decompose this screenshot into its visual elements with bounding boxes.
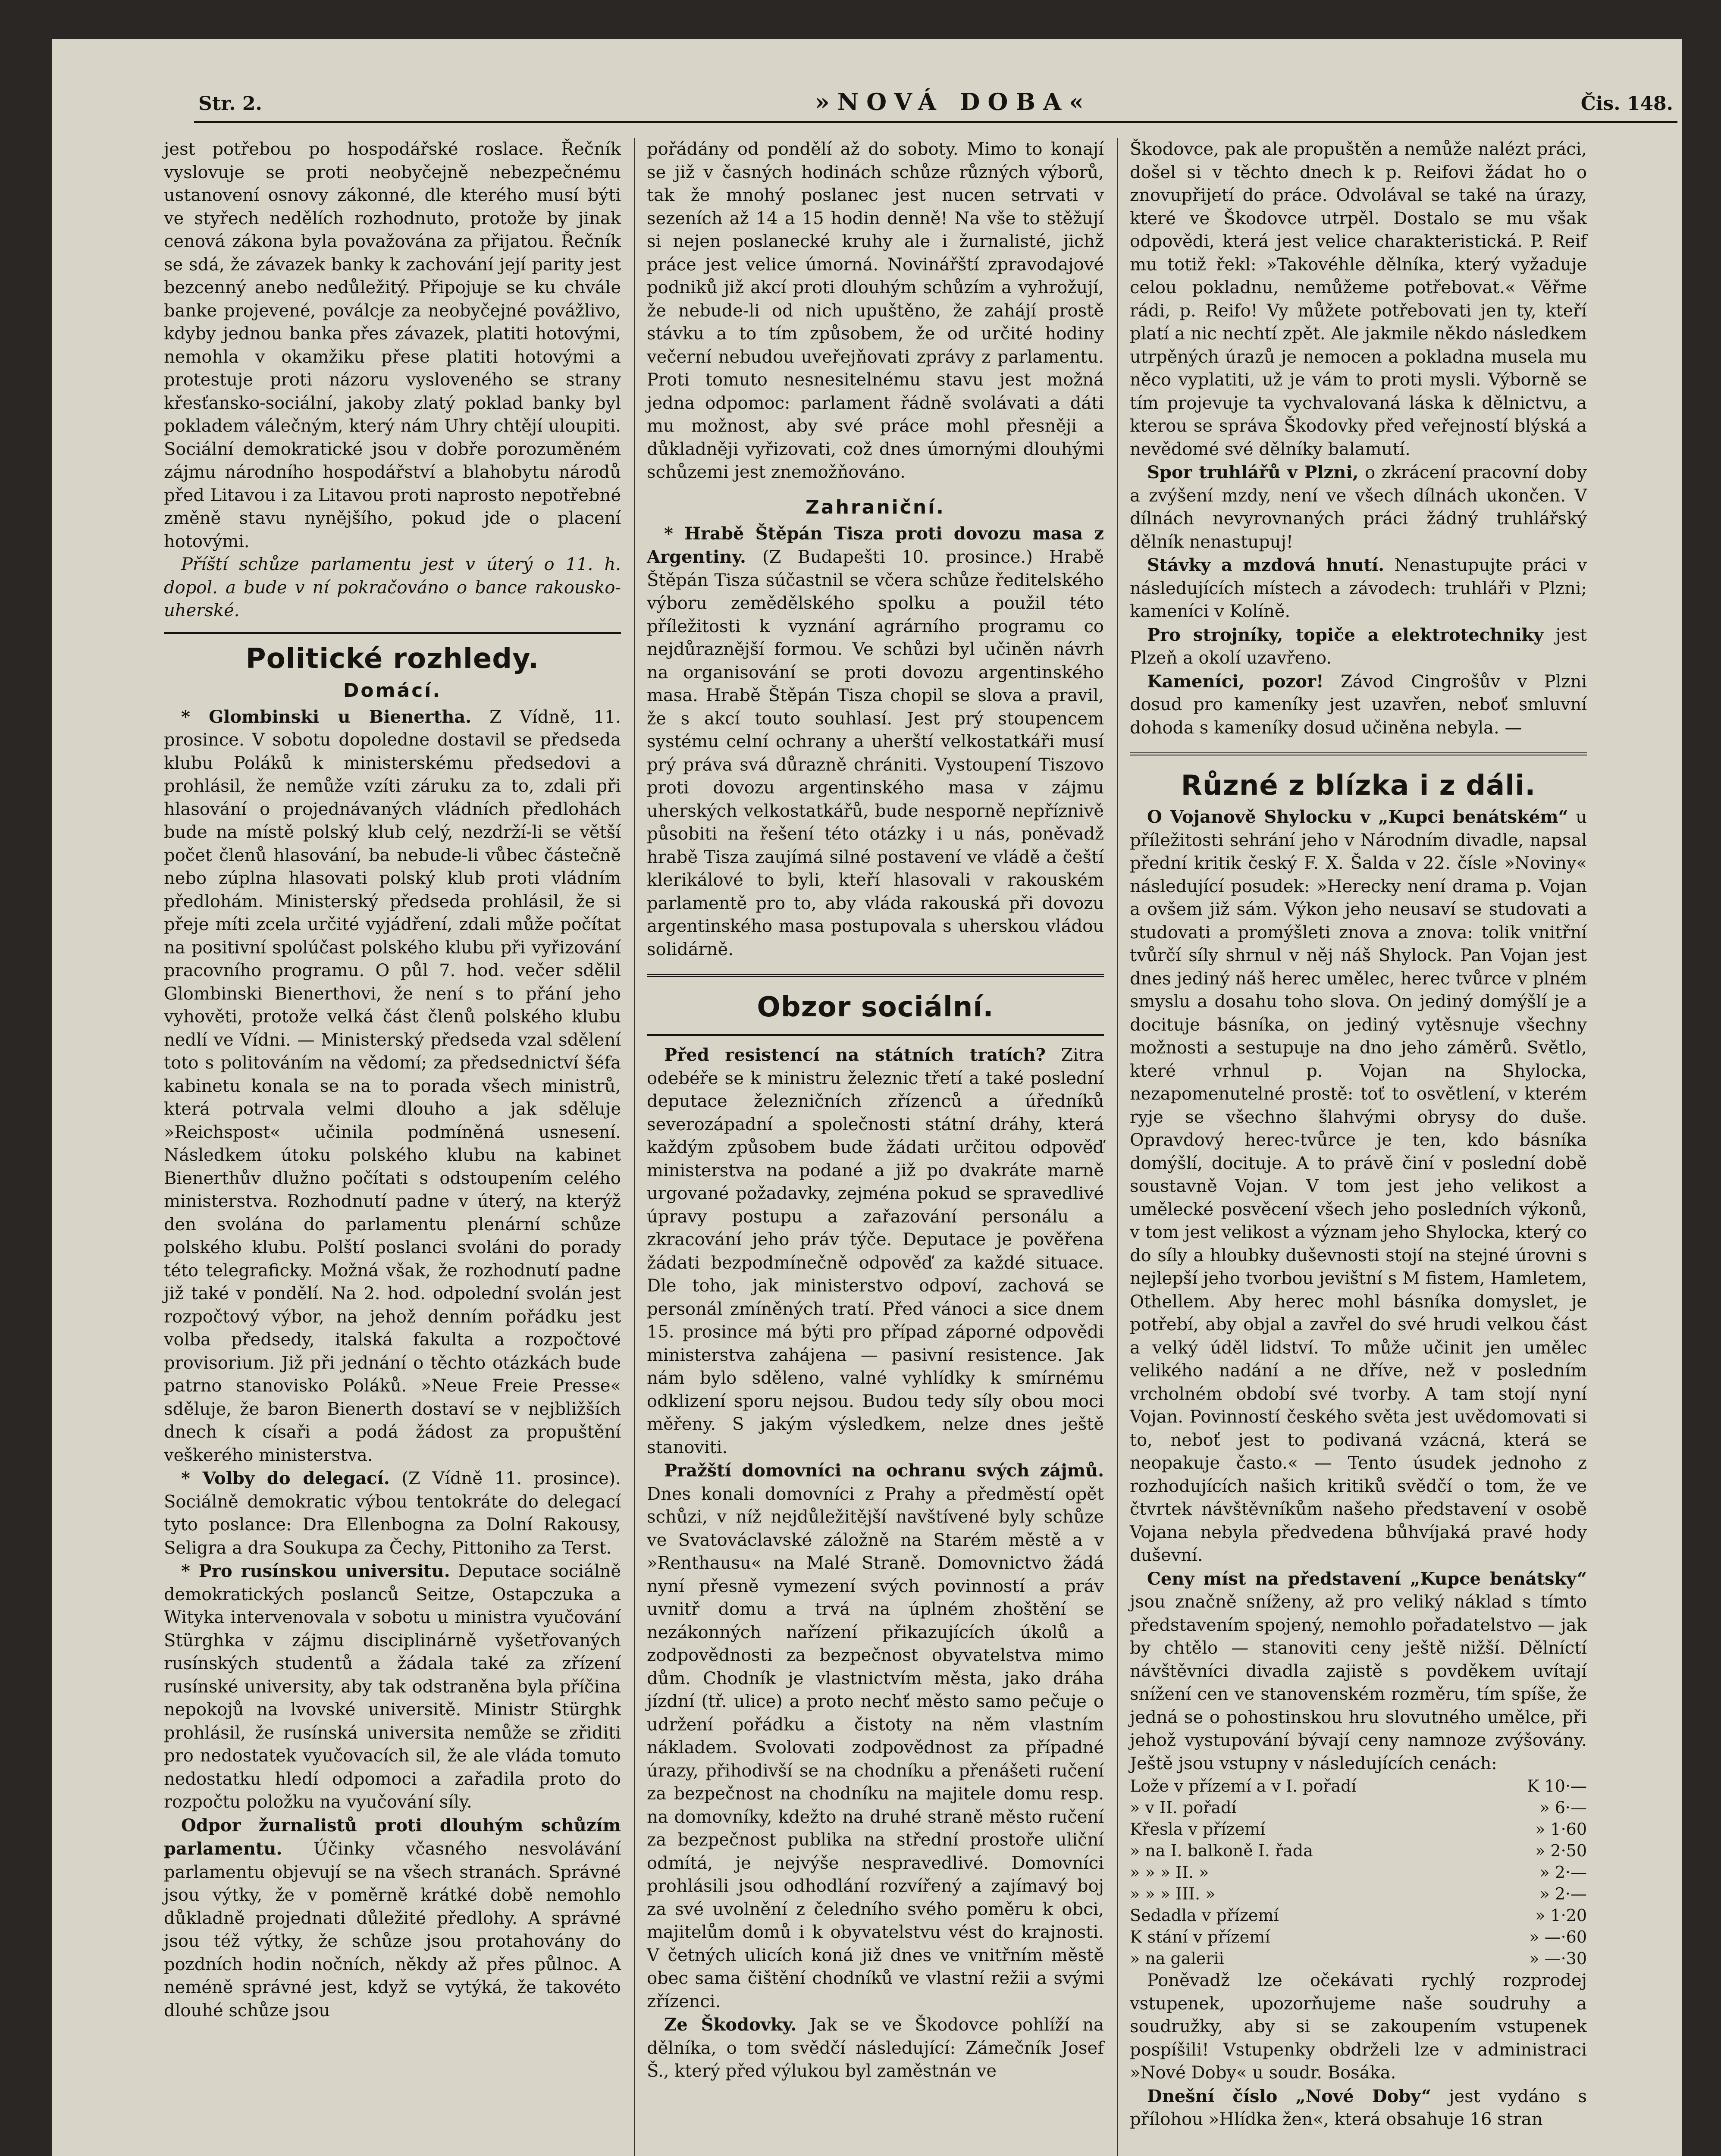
price-row xyxy=(1130,1775,1587,1797)
article-title: Kameníci, pozor! xyxy=(1147,671,1324,692)
price-value: » 6·— xyxy=(1539,1798,1587,1817)
price-label: » » » II. » xyxy=(1130,1863,1209,1882)
article-body: u příležitosti sehrání jeho v Národním divadle, napsal přední kritik český F. X. Šalda v 22. čísle »Noviny« následující posudek: »Herecky není drama p. Vojan a ovšem již sám. Výkon jeho neusaví se studovati a studovati a promýšleti znova a znova: tolik vnitřní tvůrčí síly shrnul v něj náš Shylock. Pan Vojan jest dnes jediný náš herec umělec, herec tvůrce v plném smyslu a dosahu toho slova. On jediný domýšlí je a docituje básníka, on jediný vytěsnuje všechny možnosti a sestupuje na dno jeho záměrů. Světlo, které vrhnul p. Vojan na Shylocka, nezapomenutelné prostě: toť to osvětlení, v kterém ryje se všechno šlahvými obrysy do duše. Opravdový herec-tvůrce je ten, kdo básníka domýšlí, docituje. A to právě činí v poslední době soustavně Vojan. V tom jest jeho velikost a umělecké posvěcení všech jeho posledních výkonů, v tom jest velikost a význam jeho Shylocka, který co do síly a hloubky duševnosti stojí na stejné úrovni s nejlepší jeho tvorbou jevištní s M fistem, Hamletem, Othellem. Aby herec mohl básníka domyslet, je potřebí, aby objal a zavřel do své hrudi velkou část a velký úděl lidství. To může učinit jen umělec velikého nadání a ne dříve, než v posledním vrcholném období své tvorby. A tam stojí nyní Vojan. Povinností českého světa jest uvědomovati si to, neboť jest to podivaná vzácná, která se neopakuje často.« — Tento úsudek jednoho z rozhodujících našich kritiků svědčí o tom, že ve čtvrtek návštěvníkům našeho představení v osobě Vojana nebyla předvedena bůhvíjaká pravé hody duševní. xyxy=(1130,807,1587,1565)
price-row xyxy=(1130,1818,1587,1840)
price-label: » » » III. » xyxy=(1130,1884,1216,1903)
page-header xyxy=(194,69,1677,123)
article xyxy=(1130,805,1587,1567)
article xyxy=(164,1814,621,2023)
page-number: Str. 2. xyxy=(198,93,262,115)
article-body: jest Plzeň a okolí uzavřeno. xyxy=(1130,625,1587,668)
price-row xyxy=(1130,1926,1587,1948)
price-row xyxy=(1130,1840,1587,1861)
section-heading: Politické rozhledy. xyxy=(245,642,539,675)
column-3 xyxy=(1130,138,1587,2131)
article xyxy=(1130,624,1587,670)
price-label: Křesla v přízemí xyxy=(1130,1820,1266,1839)
price-value: » 2·— xyxy=(1539,1863,1587,1882)
article-title: * Pro rusínskou universitu. xyxy=(181,1561,450,1581)
article-title: Ze Škodovky. xyxy=(664,2015,797,2035)
column-1 xyxy=(164,138,621,2022)
price-row xyxy=(1130,1948,1587,1969)
article xyxy=(164,1467,621,1560)
article-title: * Glombinski u Bienertha. xyxy=(181,706,472,727)
article-body: jest vydáno s přílohou »Hlídka žen«, která obsahuje 16 stran xyxy=(1130,2086,1587,2129)
article xyxy=(164,705,621,1467)
article-body: (Z Vídně 11. prosince). Sociálně demokratic výbou tentokráte do delegací tyto poslance: Dra Ellenbogna za Dolní Rakousy, Seligra a dra Soukupa za Čechy, Pittoniho za Terst. xyxy=(164,1469,621,1558)
article-title: Odpor žurnalistů proti dlouhým schůzím parlamentu. xyxy=(164,1815,621,1859)
article xyxy=(647,2013,1104,2083)
price-label: » na I. balkoně I. řada xyxy=(1130,1841,1313,1860)
section-divider xyxy=(647,1034,1104,1036)
price-label: K stání v přízemí xyxy=(1130,1927,1270,1946)
article xyxy=(647,1044,1104,1459)
article-title: O Vojanově Shylocku v „Kupci benátském“ xyxy=(1147,807,1568,827)
price-row xyxy=(1130,1905,1587,1926)
article xyxy=(1130,554,1587,624)
article-body: Účinky včasného nesvolávání parlamentu objevují se na všech stranách. Správné jsou výtky, že v poměrně krátké době nemohlo důkladně projednati důležité předlohy. A správné jsou též výtky, že schůze jsou protahovány do pozdních hodin nočních, někdy až přes půlnoc. A neméně správné jest, když se vytýká, že takovéto dlouhé schůze jsou xyxy=(164,1839,621,2021)
article-title: Dnešní číslo „Nové Doby“ xyxy=(1147,2086,1431,2106)
price-label: » na galerii xyxy=(1130,1949,1224,1968)
price-value: » —·30 xyxy=(1529,1949,1587,1968)
ticket-price-table xyxy=(1130,1775,1587,1969)
section-divider xyxy=(647,974,1104,977)
article-continuation: jest potřebou po hospodářské roslace. Řečník vyslovuje se proti neobyčejně nebezpečnému ustanovení osnovy zákonné, dle kterého musí býti ve styřech nedělích rozhodnuto, protože by jinak cenová zákona byla považována za přijatou. Řečník se sdá, že závazek banky k zachování její parity jest bezcenný anebo nedůležitý. Připojuje se ku chvále banke projevené, poválcje za neobyčejné povážlivo, kdyby jednou banka přes závazek, platiti hotovými, nemohla v okamžiku přese platiti hotovými a protestuje proti názoru vysloveného se strany křesťansko-sociální, jakoby zlatý poklad banky byl pokladem válečným, který nám Uhry chtějí uloupiti. Sociální demokratické jsou v dobře porozuměném zájmu národního hospodářství a blahobytu národů před Litavou i za Litavou proti naprosto nepotřebné změně stavu nynějšího, pokud jde o placení hotovými. xyxy=(164,139,621,552)
article-body: jsou značně sníženy, až pro veliký náklad s tímto představením spojený, nemohlo pořadatelstvo — jak by chtělo — stanoviti ceny ještě nižší. Dělníctí návštěvníci divadla zajistě s povděkem uvítají snížení cen ve stanovenském rozměru, tím spíše, že jedná se o pohostinskou hru slovutného umělce, při jehož vystupování bývají ceny namnoze zvýšovány. Ještě jsou vstupny v následujících cenách: xyxy=(1130,1592,1587,1774)
issue-number: Čis. 148. xyxy=(1580,93,1673,115)
price-label: » v II. pořadí xyxy=(1130,1798,1237,1817)
newspaper-page xyxy=(52,39,1682,2156)
price-value: » 1·20 xyxy=(1535,1906,1587,1925)
section-heading: Obzor sociální. xyxy=(757,991,994,1023)
section-divider xyxy=(1130,752,1587,755)
column-divider xyxy=(634,138,635,2156)
article xyxy=(1130,461,1587,554)
price-row xyxy=(1130,1797,1587,1818)
article-title: * Volby do delegací. xyxy=(181,1468,390,1489)
article xyxy=(164,1560,621,1814)
article-title: Ceny míst na představení „Kupce benátsky“ xyxy=(1147,1568,1587,1589)
price-value: » 2·— xyxy=(1539,1884,1587,1903)
masthead-title: »NOVÁ DOBA« xyxy=(815,88,1091,116)
article-title: Pro strojníky, topiče a elektrotechniky xyxy=(1147,624,1544,645)
price-row xyxy=(1130,1861,1587,1883)
article xyxy=(647,522,1104,962)
article-body: Z Vídně, 11. prosince. V sobotu dopoledne dostavil se předseda klubu Poláků k ministerskému předsedovi a prohlásil, že nemůže vzíti záruku za to, zdali při hlasování o projednávaných vládních předlohách bude na místě polský klub celý, nezdrží-li se větší počet členů hlasování, ba nebude-li vůbec částečně nebo zúplna hlasovati polský klub proti vládním předlohám. Ministerský předseda prohlásil, že si přeje míti zcela určité vyjádření, zdali může počítat na positivní spolúčast polského klubu při vyřizování pracovního programu. O půl 7. hod. večer sdělil Glombinski Bienerthovi, že není s to přání jeho vyhověti, protože velká část členů polského klubu nedlí ve Vídni. — Ministerský předseda vzal sdělení toto s politováním na vědomí; za předsednictví šéfa kabinetu konala se na to porada všech ministrů, která potrvala velmi dlouho a jak sděluje »Reichspost« učinila podmíněná usnesení. Následkem útoku polského klubu na kabinet Bienerthův dlužno počítati s odstoupením celého ministerstva. Rozhodnutí padne v úterý, na kterýž den svolána do parlamentu plenární schůze polského klubu. Polští poslanci svoláni do porady této telegraficky. Možná však, že rozhodnutí padne již také v pondělí. Na 2. hod. odpolední svolán jest rozpočtový výbor, na jehož denním pořádku jest volba předsedy, italská fakulta a rozpočtové provisorium. Již při jednání o těchto otázkách bude patrno stanovisko Poláků. »Neue Freie Presse« sděluje, že baron Bienerth dostaví se v nejbližších dnech k císaři a podá žádost za propuštění veškerého ministerstva. xyxy=(164,707,621,1465)
price-value: » 1·60 xyxy=(1535,1820,1587,1839)
section-heading: Různé z blízka i z dáli. xyxy=(1181,770,1536,802)
article xyxy=(1130,670,1587,740)
article-body: Jak se ve Škodovce pohlíží na dělníka, o tom svědčí následující: Zámečník Josef Š., který před výlukou byl zaměstnán ve xyxy=(647,2015,1104,2081)
article-note: Příští schůze parlamentu jest v úterý o 11. h. dopol. a bude v ní pokračováno o bance rakousko-uherské. xyxy=(164,555,621,620)
article-title: Pražští domovníci na ochranu svých zájmů. xyxy=(664,1460,1104,1481)
article-continuation: pořádány od pondělí až do soboty. Mimo to konají se již v časných hodinách schůze různých výborů, tak že mnohý poslanec jest nucen setrvati v sezeních až 14 a 15 hodin denně! Na vše to stěžují si nejen poslanecké kruhy ale i žurnalisté, jichž práce jest velice úmorná. Novinářští zpravodajové podniků již akcí proti dlouhým schůzím a vyhrožují, že nebude-li od nich upuštěno, že zahájí prostě stávku a to tím způsobem, že od určité hodiny večerní nebudou uveřejňovati zprávy z parlamentu. Proti tomuto nesnesitelnému stavu jest možná jedna odpomoc: parlament řádně svolávati a dáti mu možnost, aby své práce mohl přesněji a důkladněji vyřizovati, což dnes úmornými dlouhými schůzemi jest znemožňováno. xyxy=(647,139,1104,482)
article xyxy=(647,1459,1104,2013)
article-continuation: Škodovce, pak ale propuštěn a nemůže nalézt práci, došel si v těchto dnech k p. Reifovi žádat ho o znovupřijetí do práce. Odvolával se také na úrazy, které ve Škodovce utrpěl. Dostalo se mu však odpovědi, která jest velice charakteristická. P. Reif mu totiž řekl: »Takovéhle dělníka, který vyžaduje celou pokladnu, nemůžeme potřebovat.« Věřme rádi, p. Reifo! Vy můžete potřebovati jen ty, kteří platí a nic nechtí zpět. Ale jakmile někdo následkem utrpěných úrazů je nemocen a pokladna musela mu něco vyplatiti, už je vám to proti mysli. Výborně se tím projevuje ta vychvalovaná láska k dělnictvu, a kterou se správa Škodovky před veřejností blýská a nevědomé své dělníky balamutí. xyxy=(1130,139,1587,459)
article-body: Poněvadž lze očekávati rychlý rozprodej vstupenek, upozorňujeme naše soudruhy a soudružky, aby si se zakoupením vstupenek pospíšili! Vstupenky obdrželi lze v administraci »Nové Doby« u soudr. Bosáka. xyxy=(1130,1971,1587,2083)
article-body: o zkrácení pracovní doby a zvýšení mzdy, není ve všech dílnách ukončen. V dílnách nevyrovnaných práci žádný truhlářský dělník nenastupuj! xyxy=(1130,463,1587,552)
article-body: (Z Budapešti 10. prosince.) Hrabě Štěpán Tisza súčastnil se včera schůze ředitelského výboru zemědělského spolku a použil této příležitosti k vyznání agrárního programu co nejdůraznější formou. Ve schůzi byl učiněn návrh na organisování se proti dovozu argentinského masa. Hrabě Štěpán Tisza chopil se slova a pravil, že s akcí touto souhlasí. Jest prý stoupencem systému celní ochrany a uherští velkostatkáři musí prý práva svá důrazně chrániti. Vystoupení Tiszovo proti dovozu argentinského masa v zájmu uherských velkostatkářů, bude nesporně nepříznivě působiti na řešení této otázky i u nás, poněvadž hrabě Tisza zaujímá silné postavení ve vládě a čeští klerikálové to byli, kteří hlasovali v rakouském parlamentě pro to, aby vláda rakouská při dovozu argentinského masa postupovala s uherskou vládou solidárně. xyxy=(647,547,1104,959)
article-title: Stávky a mzdová hnutí. xyxy=(1147,555,1385,575)
article-body: Deputace sociálně demokratických poslanců Seitze, Ostapczuka a Wityka intervenovala v sobotu u ministra vyučování Stürghka v zájmu disciplinárně vyšetřovaných rusínských studentů a žádala také za zřízení rusínské university, aby tak odstraněna byla příčina nepokojů na lvovské universitě. Ministr Stürghk prohlásil, že rusínská universita nemůže se zřiditi pro nedostatek vyučovacích sil, že ale vláda tomuto nedostatku hledí odpomoci a zařadila proto do rozpočtu položku na vyučování síly. xyxy=(164,1561,621,1812)
article xyxy=(1130,1567,1587,1776)
subsection-heading: Domácí. xyxy=(343,679,442,702)
price-label: Lože v přízemí a v I. pořadí xyxy=(1130,1777,1357,1796)
article-body: Dnes konali domovníci z Prahy a předměstí opět schůzi, v níž nejdůležitější navštívené byly schůze ve Svatováclavské záložně na Starém městě a v »Renthausu« na Malé Straně. Domovnictvo žádá nyní přesně vymezení svých povinností a práv uvnitř domu a trvá na úplném zhoštění se nezákonných nařízení přikazujících úkolů a zodpovědnosti za bezpečnost obyvatelstva mimo dům. Chodník je vlastnictvím města, jako dráha jízdní (tř. ulice) a proto nechť město samo pečuje o udržení pořádku a čistoty na něm vlastním nákladem. Svolovati zodpovědnost za případné úrazy, přihodivší se na chodníku a přenášeti ručení za bezpečnost na chodníku na majitele domu resp. na domovníky, kdežto na druhé straně město ručení za bezpečnost publika na střední prostoře uliční odmítá, je nejvýše nespravedlivé. Domovníci prohlásili jsou odhodlání rozvířený a zajímavý boj za své uvolnění z čeledního svého poměru k obci, majitelům domů i k obyvatelstvu vést do krajnosti. V četných ulicích koná již dnes ve vnitřním městě obec sama čištění chodníků ve vlastní režii a svými zřízenci. xyxy=(647,1484,1104,2012)
price-value: K 10·— xyxy=(1527,1777,1587,1796)
column-divider xyxy=(1117,138,1118,2156)
article-title: Před resistencí na státních tratích? xyxy=(664,1045,1046,1065)
article-title: Spor truhlářů v Plzni, xyxy=(1147,462,1359,483)
section-divider xyxy=(164,632,621,634)
price-value: » 2·50 xyxy=(1535,1841,1587,1860)
article-title: * Hrabě Štěpán Tisza proti dovozu masa z Argentiny. xyxy=(647,523,1104,567)
article-body: Nenastupujte práci v následujících místech a závodech: truhláři v Plzni; kameníci v Kolíně. xyxy=(1130,555,1587,621)
article-body: Závod Cingrošův v Plzni dosud pro kameníky jest uzavřen, neboť smluvní dohoda s kameníky dosud učiněna nebyla. — xyxy=(1130,671,1587,738)
article-body: Zitra odebéře se k ministru železnic třetí a také poslední deputace železničních zřízenců a úředníků severozápadní a společnosti státní dráhy, která každým způsobem bude žádati určitou odpověď ministerstva na podané a již po dvakráte marně urgované požadavky, zejména pokud se spravedlivé úpravy postupu a zařazování personálu a zkracování jeho práv týče. Deputace je pověřena žádati bezpodmínečně odpověď za každé situace. Dle toho, jak ministerstvo odpoví, zachová se personál zmíněných tratí. Před vánoci a sice dnem 15. prosince má býti pro případ záporné odpovědi ministerstva zahájena — pasivní resistence. Jak nám bylo sděleno, valné vyhlídky k smírnému odklizení sporu nejsou. Budou tedy síly obou moci měřeny. S jakým výsledkem, nelze dnes ještě stanoviti. xyxy=(647,1045,1104,1457)
price-row xyxy=(1130,1883,1587,1905)
subsection-heading: Zahraniční. xyxy=(806,496,945,518)
article xyxy=(1130,2085,1587,2131)
column-2 xyxy=(647,138,1104,2083)
price-value: » —·60 xyxy=(1529,1927,1587,1946)
price-label: Sedadla v přízemí xyxy=(1130,1906,1279,1925)
